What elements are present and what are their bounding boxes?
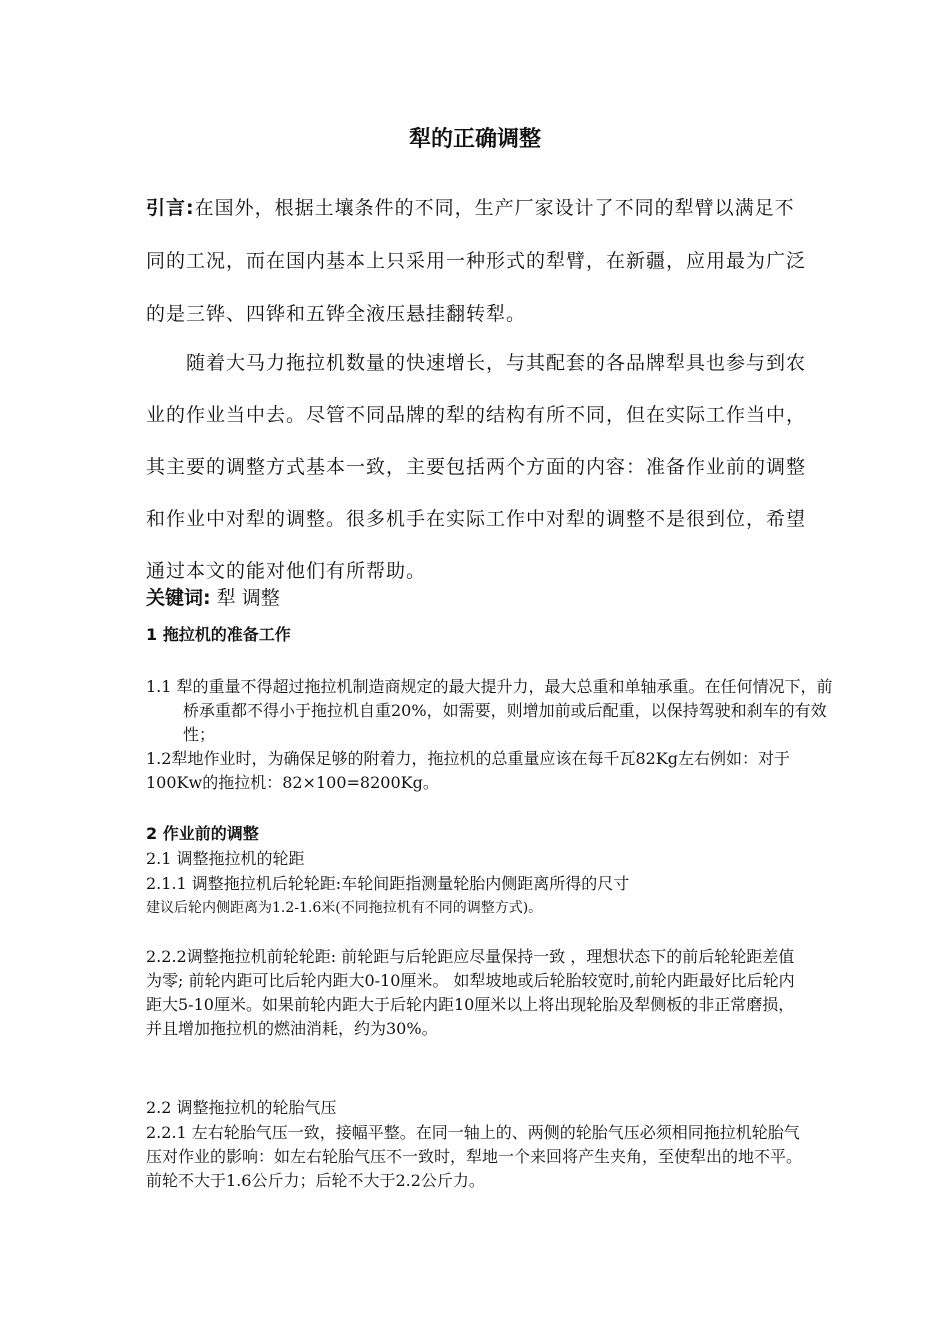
keywords-label: 关键词: bbox=[146, 587, 211, 609]
document-title: 犁的正确调整 bbox=[408, 127, 541, 152]
keywords-line bbox=[146, 584, 810, 612]
intro-text: 在国外，根据土壤条件的不同，生产厂家设计了不同的犁臂以满足不同的工况，而在国内基本上只采用一种形式的犁臂，在新疆，应用最为广泛的是三铧、四铧和五铧全液压悬挂翻转犁。 bbox=[146, 197, 807, 325]
subsection-2-1-1: 2.1.1 调整拖拉机后轮轮距:车轮间距指测量轮胎内侧距离所得的尺寸 bbox=[146, 874, 630, 893]
subsection-2-1: 2.1 调整拖拉机的轮距 bbox=[146, 849, 305, 868]
section-1-item-1: 1.1 犁的重量不得超过拖拉机制造商规定的最大提升力，最大总重和单轴承重。在任何情况下，前桥承重都不得小于拖拉机自重20%，如需要，则增加前或后配重，以保持驾驶和刹车的有效性； bbox=[146, 677, 833, 744]
subsection-2-2: 2.2 调整拖拉机的轮胎气压 bbox=[146, 1098, 337, 1117]
subsection-2-2-2: 2.2.2调整拖拉机前轮轮距: 前轮距与后轮距应尽量保持一致 ，理想状态下的前后轮轮距差值为零; 前轮内距可比后轮内距大0-10厘米。 如犁坡地或后轮胎较宽时,前轮内距最好比后轮内距大5-10厘米。如果前轮内距大于后轮内距10厘米以上将出现轮胎及犁侧板的非正常磨损，并且增加拖拉机的燃油消耗，约为30%。 bbox=[146, 947, 795, 1038]
section-1-heading: 1 拖拉机的准备工作 bbox=[146, 625, 291, 644]
intro-label: 引言: bbox=[146, 197, 195, 219]
section-2-heading: 2 作业前的调整 bbox=[146, 824, 259, 843]
section-1-item-2: 1.2犁地作业时，为确保足够的附着力，拖拉机的总重量应该在每千瓦82Kg左右例如：对于100Kw的拖拉机：82×100=8200Kg。 bbox=[146, 749, 791, 792]
subsection-2-2-1: 2.2.1 左右轮胎气压一致，接幅平整。在同一轴上的、两侧的轮胎气压必须相同拖拉机轮胎气压对作业的影响：如左右轮胎气压不一致时，犁地一个来回将产生夹角，至使犁出的地不平。前轮不大于1.6公斤力；后轮不大于2.2公斤力。 bbox=[146, 1123, 803, 1190]
subsection-2-1-1-note: 建议后轮内侧距离为1.2-1.6米(不同拖拉机有不同的调整方式)。 bbox=[146, 900, 543, 916]
keywords-text: 犁 调整 bbox=[216, 587, 280, 609]
intro-paragraph-2: 随着大马力拖拉机数量的快速增长，与其配套的各品牌犁具也参与到农业的作业当中去。尽管不同品牌的犁的结构有所不同，但在实际工作当中，其主要的调整方式基本一致，主要包括两个方面的内容：准备作业前的调整和作业中对犁的调整。很多机手在实际工作中对犁的调整不是很到位，希望通过本文的能对他们有所帮助。 bbox=[146, 352, 807, 582]
intro-paragraph bbox=[146, 182, 810, 341]
